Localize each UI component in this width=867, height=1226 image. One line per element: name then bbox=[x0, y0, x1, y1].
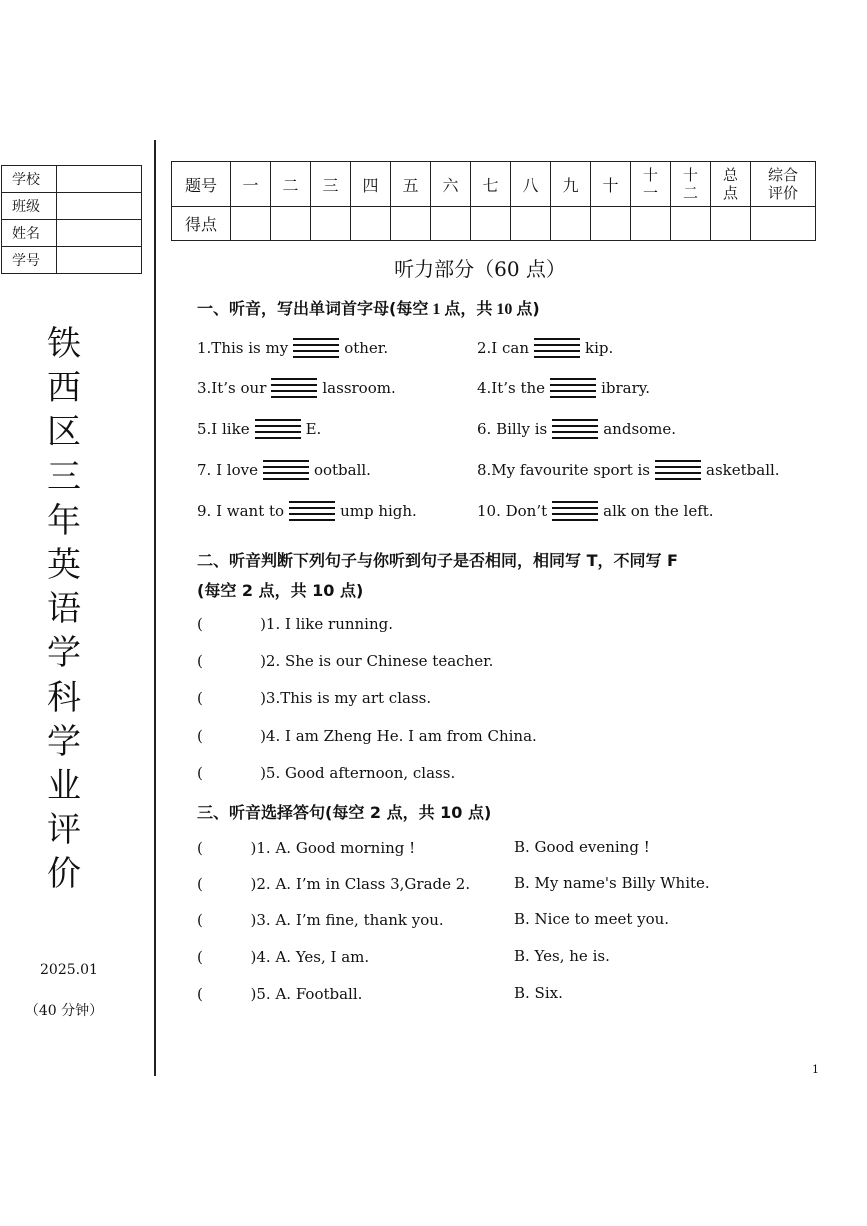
score-column-header: 一 bbox=[231, 162, 271, 207]
score-cell[interactable] bbox=[311, 207, 351, 241]
score-cell[interactable] bbox=[511, 207, 551, 241]
choice-item-option-b[interactable]: B. Yes, he is. bbox=[514, 947, 610, 965]
item-text-before: 8.My favourite sport is bbox=[477, 461, 651, 479]
score-cell[interactable] bbox=[711, 207, 751, 241]
score-cell[interactable] bbox=[751, 207, 816, 241]
title-char: 区 bbox=[47, 412, 81, 453]
item-text-after: kip. bbox=[585, 339, 614, 357]
choice-item-option-a[interactable]: ( )4. A. Yes, I am. bbox=[197, 948, 370, 966]
info-label: 班级 bbox=[2, 193, 57, 220]
item-text-after: alk on the left. bbox=[603, 502, 714, 520]
part2-heading: 二、听音判断下列句子与你听到句子是否相同，相同写 T，不同写 F bbox=[197, 551, 678, 570]
title-char: 业 bbox=[47, 766, 81, 807]
fill-blank-item bbox=[197, 376, 396, 402]
info-label: 姓名 bbox=[2, 220, 57, 247]
score-column-header: 六 bbox=[431, 162, 471, 207]
score-table bbox=[171, 161, 816, 241]
title-char: 西 bbox=[47, 368, 81, 409]
answer-blank-lines[interactable] bbox=[271, 376, 317, 402]
answer-blank-lines[interactable] bbox=[293, 336, 339, 362]
item-text-after: asketball. bbox=[706, 461, 780, 479]
score-cell[interactable] bbox=[551, 207, 591, 241]
score-label: 得点 bbox=[172, 207, 231, 241]
school-field[interactable] bbox=[57, 166, 142, 193]
fill-blank-item bbox=[197, 499, 417, 525]
fill-blank-item bbox=[477, 458, 780, 484]
score-cell[interactable] bbox=[631, 207, 671, 241]
heading-text: 点，共 bbox=[444, 299, 493, 318]
info-row bbox=[2, 166, 142, 193]
fill-blank-item bbox=[197, 417, 321, 443]
heading-number: 10 bbox=[492, 301, 517, 318]
item-text-before: 2.I can bbox=[477, 339, 530, 357]
answer-blank-lines[interactable] bbox=[552, 499, 598, 525]
score-column-header: 二 bbox=[271, 162, 311, 207]
answer-blank-lines[interactable] bbox=[255, 417, 301, 443]
title-char: 学 bbox=[47, 633, 81, 674]
heading-number: 1 bbox=[428, 301, 445, 318]
score-column-header: 三 bbox=[311, 162, 351, 207]
title-char: 价 bbox=[47, 854, 81, 895]
score-column-header: 十 一 bbox=[631, 162, 671, 207]
info-row bbox=[2, 193, 142, 220]
true-false-item[interactable]: ( )1. I like running. bbox=[197, 615, 394, 633]
fill-blank-item bbox=[477, 417, 676, 443]
item-text-before: 3.It’s our bbox=[197, 379, 267, 397]
info-row bbox=[2, 220, 142, 247]
choice-item-option-b[interactable]: B. Nice to meet you. bbox=[514, 910, 670, 928]
exam-date: 2025.01 bbox=[40, 962, 98, 978]
choice-item-option-b[interactable]: B. My name's Billy White. bbox=[514, 874, 710, 892]
heading-text: 一、听音，写出单词首字母(每空 bbox=[197, 299, 429, 318]
score-column-header: 总 点 bbox=[711, 162, 751, 207]
exam-duration: （40 分钟） bbox=[24, 1003, 104, 1019]
choice-item-option-b[interactable]: B. Good evening ! bbox=[514, 838, 650, 856]
item-text-before: 1.This is my bbox=[197, 339, 289, 357]
item-text-before: 4.It’s the bbox=[477, 379, 546, 397]
true-false-item[interactable]: ( )2. She is our Chinese teacher. bbox=[197, 652, 494, 670]
title-char: 铁 bbox=[47, 324, 81, 364]
true-false-item[interactable]: ( )5. Good afternoon, class. bbox=[197, 764, 456, 782]
title-char: 科 bbox=[47, 677, 81, 718]
score-column-header: 四 bbox=[351, 162, 391, 207]
score-column-header: 十 bbox=[591, 162, 631, 207]
heading-text: 点) bbox=[516, 299, 540, 318]
title-char: 评 bbox=[47, 810, 81, 851]
choice-item-option-a[interactable]: ( )5. A. Football. bbox=[197, 985, 363, 1003]
title-char: 学 bbox=[47, 721, 81, 762]
answer-blank-lines[interactable] bbox=[534, 336, 580, 362]
part3-heading: 三、听音选择答句(每空 2 点，共 10 点) bbox=[197, 803, 492, 822]
part2-heading-score: (每空 2 点，共 10 点) bbox=[197, 581, 364, 600]
answer-blank-lines[interactable] bbox=[289, 499, 335, 525]
item-text-before: 6. Billy is bbox=[477, 420, 548, 438]
choice-item-option-a[interactable]: ( )2. A. I’m in Class 3,Grade 2. bbox=[197, 875, 471, 893]
score-column-header: 五 bbox=[391, 162, 431, 207]
score-column-header: 十 二 bbox=[671, 162, 711, 207]
score-column-header: 九 bbox=[551, 162, 591, 207]
answer-blank-lines[interactable] bbox=[263, 458, 309, 484]
name-field[interactable] bbox=[57, 220, 142, 247]
info-label: 学号 bbox=[2, 247, 57, 274]
score-cell[interactable] bbox=[471, 207, 511, 241]
title-char: 年 bbox=[47, 500, 81, 541]
title-char: 三 bbox=[47, 456, 81, 497]
fill-blank-item bbox=[197, 336, 388, 362]
score-cell[interactable] bbox=[231, 207, 271, 241]
score-entry-row bbox=[172, 207, 816, 241]
answer-blank-lines[interactable] bbox=[552, 417, 598, 443]
class-field[interactable] bbox=[57, 193, 142, 220]
vertical-exam-title bbox=[40, 322, 88, 897]
score-cell[interactable] bbox=[271, 207, 311, 241]
fill-blank-item bbox=[477, 376, 650, 402]
score-cell[interactable] bbox=[351, 207, 391, 241]
score-cell[interactable] bbox=[391, 207, 431, 241]
score-cell[interactable] bbox=[591, 207, 631, 241]
answer-blank-lines[interactable] bbox=[550, 376, 596, 402]
item-text-after: andsome. bbox=[603, 420, 677, 438]
score-column-header: 综合 评价 bbox=[751, 162, 816, 207]
score-cell[interactable] bbox=[431, 207, 471, 241]
listening-section-heading: 听力部分（60 点） bbox=[394, 257, 566, 281]
part1-heading bbox=[197, 296, 540, 319]
item-text-before: 9. I want to bbox=[197, 502, 285, 520]
page-number: 1 bbox=[812, 1063, 819, 1076]
true-false-item[interactable]: ( )3.This is my art class. bbox=[197, 689, 432, 707]
question-number-label: 题号 bbox=[172, 162, 231, 207]
info-label: 学校 bbox=[2, 166, 57, 193]
title-char: 英 bbox=[47, 545, 81, 586]
item-text-after: ibrary. bbox=[601, 379, 651, 397]
item-text-after: other. bbox=[344, 339, 389, 357]
score-column-header: 八 bbox=[511, 162, 551, 207]
fill-blank-item bbox=[197, 458, 371, 484]
score-column-header: 七 bbox=[471, 162, 511, 207]
choice-item-option-a[interactable]: ( )3. A. I’m fine, thank you. bbox=[197, 911, 444, 929]
choice-item-option-b[interactable]: B. Six. bbox=[514, 984, 563, 1002]
true-false-item[interactable]: ( )4. I am Zheng He. I am from China. bbox=[197, 727, 537, 745]
item-text-after: lassroom. bbox=[322, 379, 396, 397]
fill-blank-item bbox=[477, 499, 714, 525]
item-text-before: 7. I love bbox=[197, 461, 258, 479]
item-text-before: 5.I like bbox=[197, 420, 250, 438]
answer-blank-lines[interactable] bbox=[655, 458, 701, 484]
item-text-before: 10. Don’t bbox=[477, 502, 548, 520]
item-text-after: ump high. bbox=[340, 502, 417, 520]
fill-blank-item bbox=[477, 336, 613, 362]
choice-item-option-a[interactable]: ( )1. A. Good morning ! bbox=[197, 839, 416, 857]
item-text-after: ootball. bbox=[313, 461, 371, 479]
item-text-after: E. bbox=[305, 420, 322, 438]
title-char: 语 bbox=[47, 589, 81, 630]
score-cell[interactable] bbox=[671, 207, 711, 241]
score-header-row bbox=[172, 162, 816, 207]
